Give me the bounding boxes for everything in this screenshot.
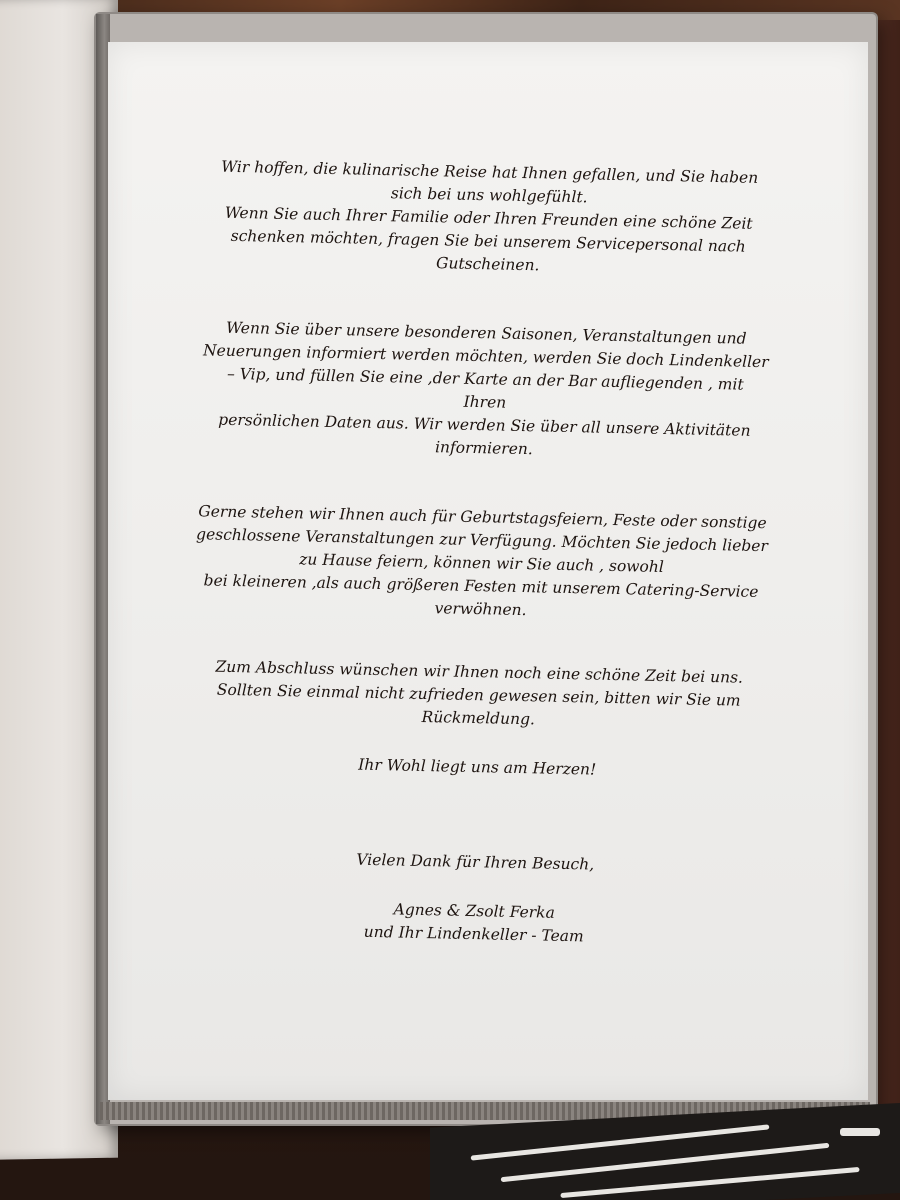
text-line: informieren. (434, 438, 533, 459)
text-line: Sollten Sie einmal nicht zufrieden gewesen sein, bitten wir Sie um (216, 680, 741, 710)
text-line: bei kleineren ,als auch größeren Festen mit unserem Catering-Service (203, 571, 759, 601)
signature-team: und Ihr Lindenkeller - Team (363, 922, 584, 946)
text-line: Wir hoffen, die kulinarische Reise hat Ihnen gefallen, und Sie haben (221, 157, 759, 187)
paragraph-vip (184, 316, 787, 467)
text-line: Ihren (463, 392, 507, 412)
text-line: Ihr Wohl liegt uns am Herzen! (358, 755, 597, 779)
text-line: schenken möchten, fragen Sie bei unserem Servicepersonal nach (230, 226, 746, 256)
signature-names: Agnes & Zsolt Ferka (393, 900, 555, 922)
paragraph-events (180, 500, 782, 628)
paragraph-closing (178, 655, 779, 737)
text-line: Wenn Sie über unsere besonderen Saisonen, Veranstaltungen und (225, 318, 747, 348)
text-line: Vielen Dank für Ihren Besuch, (356, 850, 595, 874)
text-line: Gerne stehen wir Ihnen auch für Geburtstagsfeiern, Feste oder sonstige (198, 502, 767, 533)
text-line: – Vip, und füllen Sie eine ,der Karte an der Bar aufliegenden , mit (226, 364, 744, 394)
letter-text (174, 155, 790, 952)
text-line: Neuerungen informiert werden möchten, werden Sie doch Lindenkeller (202, 341, 769, 372)
text-line: Rückmeldung. (421, 707, 536, 729)
paragraph-thanks (188, 155, 790, 283)
text-line: Gutscheinen. (435, 254, 540, 275)
text-line: Wenn Sie auch Ihrer Familie oder Ihren Freunden eine schöne Zeit (224, 203, 753, 233)
text-line: Zum Abschluss wünschen wir Ihnen noch eine schöne Zeit bei uns. (215, 657, 744, 687)
text-line: persönlichen Daten aus. Wir werden Sie über all unsere Aktivitäten (218, 410, 751, 440)
text-line: zu Hause feiern, können wir Sie auch , sowohl (299, 550, 664, 577)
text-line: sich bei uns wohlgefühlt. (390, 184, 588, 207)
tablecloth-stripe (840, 1128, 880, 1136)
text-line: verwöhnen. (434, 599, 527, 620)
text-line: geschlossene Veranstaltungen zur Verfügung. Möchten Sie jedoch lieber (195, 525, 769, 556)
